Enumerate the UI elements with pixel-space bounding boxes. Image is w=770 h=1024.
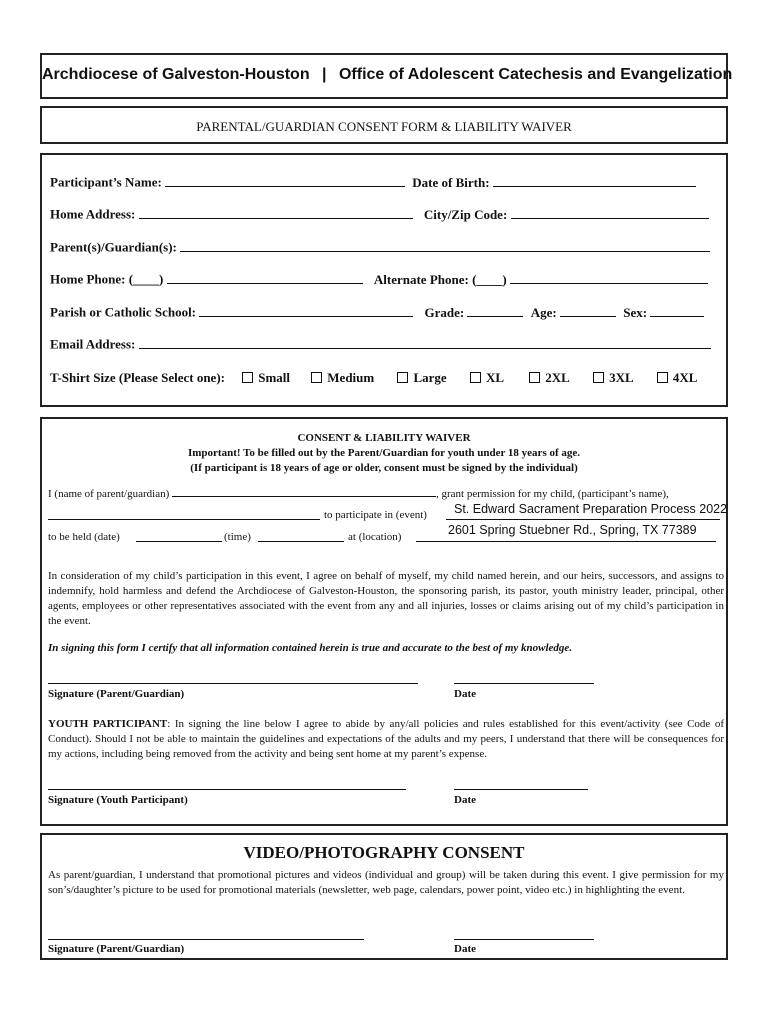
- event-label: to participate in (event): [324, 509, 427, 521]
- tshirt-row: [50, 370, 697, 386]
- video-consent-box: [40, 833, 728, 960]
- size-option-3xl[interactable]: 3XL: [593, 370, 634, 385]
- date-held-field[interactable]: [136, 531, 222, 542]
- age-label: Age:: [530, 304, 557, 320]
- video-date-label: Date: [454, 943, 476, 955]
- home-phone-label: Home Phone: (____): [50, 271, 164, 287]
- address-row: [50, 206, 709, 223]
- tshirt-label: T-Shirt Size (Please Select one):: [50, 370, 225, 385]
- grade-label: Grade:: [424, 304, 465, 320]
- size-option-4xl[interactable]: 4XL: [657, 370, 698, 385]
- date-held-label: to be held (date): [48, 531, 120, 543]
- size-option-large[interactable]: Large: [397, 370, 446, 385]
- size-option-small[interactable]: Small: [242, 370, 290, 385]
- time-label: (time): [224, 531, 251, 543]
- waiver-paragraph: In consideration of my child’s participation in this event, I agree on behalf of myself, my child named herein, and our heirs, successors, and assigns to indemnify, hold harmless and defend the Archdiocese of Galveston-Houston, the sponsoring parish, its pastor, youth ministry leader, principal, other agents, employees or other representatives associated with the event from any and all injuries, losses or claims arising out of my child’s participation in the event.: [48, 570, 724, 627]
- video-signature-label: Signature (Parent/Guardian): [48, 943, 185, 955]
- checkbox-icon: [593, 372, 604, 383]
- address-field[interactable]: [139, 206, 413, 219]
- parent-date-line[interactable]: [454, 683, 594, 684]
- org-name: Archdiocese of Galveston-Houston: [42, 66, 310, 83]
- certify-statement: In signing this form I certify that all information contained herein is true and accurate to the best of my knowledge.: [48, 642, 573, 654]
- participant-name-label: Participant’s Name:: [50, 174, 162, 190]
- video-signature-line[interactable]: [48, 939, 364, 940]
- office-name: Office of Adolescent Catechesis and Evangelization: [338, 66, 733, 83]
- email-field[interactable]: [139, 336, 711, 349]
- waiver-important: Important! To be filled out by the Parent/Guardian for youth under 18 years of age.: [187, 447, 581, 459]
- permission-label: , grant permission for my child, (participant’s name),: [436, 487, 669, 500]
- waiver-line-3: [48, 523, 720, 545]
- checkbox-icon: [529, 372, 540, 383]
- dob-field[interactable]: [493, 174, 696, 187]
- participant-name-field[interactable]: [165, 174, 405, 187]
- alt-phone-field[interactable]: [510, 271, 708, 284]
- guardians-field[interactable]: [180, 239, 710, 252]
- form-title: PARENTAL/GUARDIAN CONSENT FORM & LIABILITY WAIVER: [196, 119, 572, 134]
- address-label: Home Address:: [50, 206, 136, 222]
- time-field[interactable]: [258, 531, 344, 542]
- participant-name-row: [50, 174, 696, 191]
- participant-info-box: [40, 153, 728, 407]
- youth-paragraph: [48, 717, 724, 762]
- size-option-2xl[interactable]: 2XL: [529, 370, 570, 385]
- checkbox-icon: [311, 372, 322, 383]
- waiver-title: CONSENT & LIABILITY WAIVER: [297, 432, 471, 444]
- parish-field[interactable]: [199, 304, 413, 317]
- parish-row: [50, 304, 704, 321]
- email-label: Email Address:: [50, 336, 136, 352]
- checkbox-icon: [470, 372, 481, 383]
- youth-text: : In signing the line below I agree to abide by any/all policies and rules established for this event/activity (see Code of Conduct). Should I not be able to maintain the guidelines and expectations of the adults and my peers, I understand that there will be consequences for my actions, including being removed from the activity and being sent home at my parent’s expense.: [48, 718, 724, 760]
- parent-date-label: Date: [454, 688, 476, 700]
- waiver-box: [40, 417, 728, 826]
- participant-name-line[interactable]: [48, 509, 320, 520]
- phone-row: [50, 271, 708, 288]
- location-label: at (location): [348, 531, 402, 543]
- youth-signature-line[interactable]: [48, 789, 406, 790]
- sex-field[interactable]: [650, 304, 704, 317]
- youth-heading: YOUTH PARTICIPANT: [48, 718, 168, 730]
- header-box: [40, 53, 733, 99]
- youth-date-label: Date: [454, 794, 476, 806]
- form-title-box: [40, 106, 728, 144]
- checkbox-icon: [657, 372, 668, 383]
- guardian-name-field[interactable]: [172, 487, 436, 497]
- size-option-medium[interactable]: Medium: [311, 370, 374, 385]
- parent-signature-line[interactable]: [48, 683, 418, 684]
- event-value: St. Edward Sacrament Preparation Process 2022: [454, 502, 728, 516]
- alt-phone-label: Alternate Phone: (____): [373, 271, 507, 287]
- cityzip-label: City/Zip Code:: [423, 206, 508, 222]
- checkbox-icon: [397, 372, 408, 383]
- video-title: VIDEO/PHOTOGRAPHY CONSENT: [243, 843, 525, 862]
- guardian-name-label: I (name of parent/guardian): [48, 487, 170, 500]
- parish-label: Parish or Catholic School:: [50, 304, 197, 320]
- dob-label: Date of Birth:: [412, 174, 490, 190]
- location-value: 2601 Spring Stuebner Rd., Spring, TX 77389: [448, 523, 697, 537]
- age-field[interactable]: [560, 304, 616, 317]
- guardians-row: [50, 239, 710, 256]
- youth-date-line[interactable]: [454, 789, 588, 790]
- waiver-note: (If participant is 18 years of age or older, consent must be signed by the individual): [190, 462, 578, 474]
- waiver-line-2: [48, 502, 728, 525]
- header-separator: |: [322, 66, 327, 83]
- checkbox-icon: [242, 372, 253, 383]
- video-date-line[interactable]: [454, 939, 594, 940]
- grade-field[interactable]: [467, 304, 523, 317]
- header-title: [42, 66, 733, 84]
- video-paragraph: As parent/guardian, I understand that promotional pictures and videos (individual and group) will be taken during this event. I give permission for my son’s/daughter’s picture to be used for promotional materials (newsletter, web page, calendars, power point, video etc.) in highlighting the event.: [48, 869, 724, 896]
- waiver-line-1: [48, 487, 669, 500]
- youth-signature-label: Signature (Youth Participant): [48, 794, 188, 806]
- size-option-xl[interactable]: XL: [470, 370, 504, 385]
- parent-signature-label: Signature (Parent/Guardian): [48, 688, 185, 700]
- guardians-label: Parent(s)/Guardian(s):: [50, 239, 177, 255]
- sex-label: Sex:: [623, 304, 648, 320]
- cityzip-field[interactable]: [511, 206, 709, 219]
- home-phone-field[interactable]: [167, 271, 363, 284]
- email-row: [50, 336, 711, 353]
